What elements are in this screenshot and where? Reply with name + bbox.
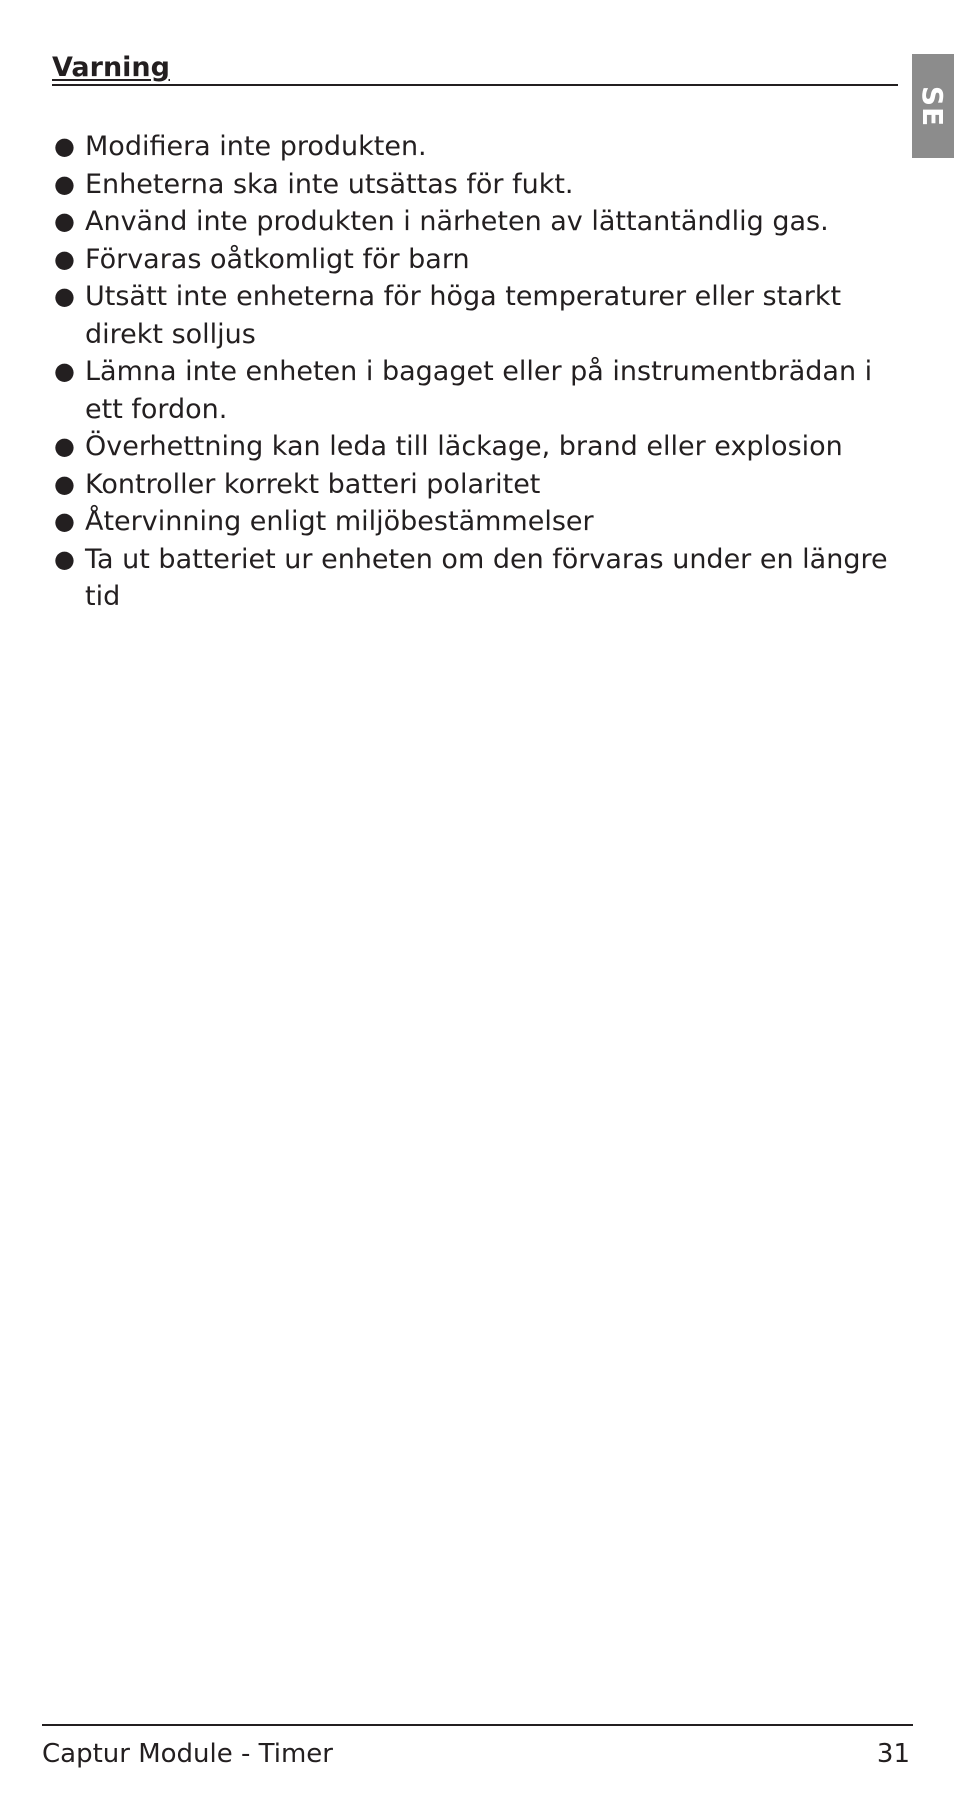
list-item xyxy=(52,541,898,616)
bullet-icon: ● xyxy=(54,507,75,535)
list-item xyxy=(52,466,898,504)
language-tab xyxy=(912,54,954,158)
list-item xyxy=(52,353,898,428)
list-item-text: Förvaras oåtkomligt för barn xyxy=(85,243,470,275)
bullet-icon: ● xyxy=(54,357,75,385)
list-item xyxy=(52,203,898,241)
bullet-icon: ● xyxy=(54,169,75,198)
bullet-icon: ● xyxy=(54,244,75,273)
list-item xyxy=(52,128,898,166)
bullet-icon: ● xyxy=(54,132,75,160)
bullet-icon: ● xyxy=(54,432,75,460)
list-item xyxy=(52,166,898,204)
warning-list xyxy=(52,128,898,616)
list-item xyxy=(52,428,898,466)
list-item xyxy=(52,241,898,279)
list-item-text: Lämna inte enheten i bagaget eller på instrumentbrädan i ett fordon. xyxy=(85,356,873,425)
list-item-text: Kontroller korrekt batteri polaritet xyxy=(85,468,541,500)
list-item-text: Återvinning enligt miljöbestämmelser xyxy=(85,506,594,537)
list-item-text: Utsätt inte enheterna för höga temperaturer eller starkt direkt solljus xyxy=(85,281,842,350)
bullet-icon: ● xyxy=(54,282,75,310)
bullet-icon: ● xyxy=(54,207,75,235)
footer-divider xyxy=(42,1724,913,1726)
bullet-icon: ● xyxy=(54,544,75,573)
heading-row xyxy=(52,52,898,86)
list-item-text: Överhettning kan leda till läckage, brand eller explosion xyxy=(85,431,843,462)
list-item xyxy=(52,278,898,353)
bullet-icon: ● xyxy=(54,469,75,498)
list-item-text: Använd inte produkten i närheten av lättantändlig gas. xyxy=(85,206,829,237)
list-item-text: Ta ut batteriet ur enheten om den förvaras under en längre tid xyxy=(85,543,888,612)
page-number: 31 xyxy=(876,1739,910,1769)
list-item-text: Modifiera inte produkten. xyxy=(85,131,427,162)
language-tab-label: SE xyxy=(916,85,950,127)
list-item xyxy=(52,503,898,541)
section-heading: Varning xyxy=(52,52,170,83)
list-item-text: Enheterna ska inte utsättas för fukt. xyxy=(85,168,574,200)
footer-title: Captur Module - Timer xyxy=(42,1739,333,1769)
